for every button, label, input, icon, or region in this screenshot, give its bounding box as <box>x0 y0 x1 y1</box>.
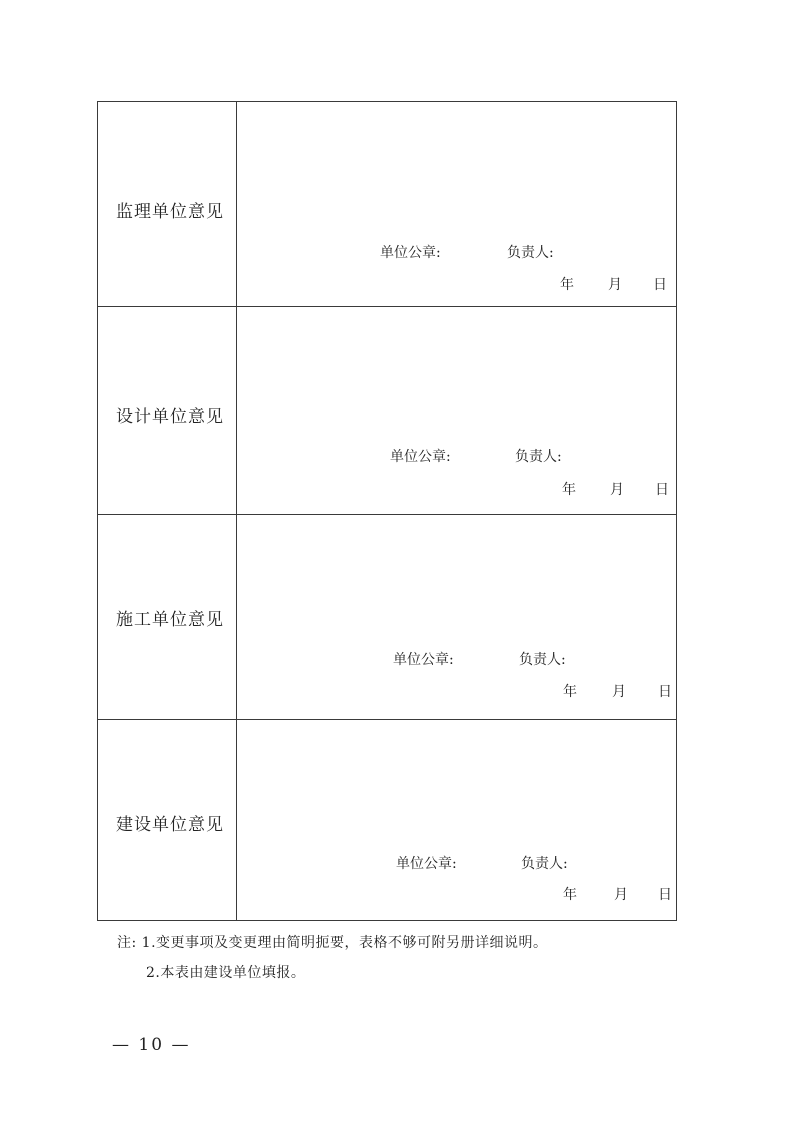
page-number: — 10 — <box>112 1035 191 1055</box>
label-cell <box>98 720 237 920</box>
opinion-row-construction <box>98 515 676 720</box>
date-month-label: 月 <box>612 684 626 700</box>
seal-label: 单位公章: <box>396 856 457 872</box>
row-label: 监理单位意见 <box>116 202 224 222</box>
date-month-label: 月 <box>610 482 624 498</box>
opinion-content-cell[interactable] <box>237 515 676 719</box>
opinion-content-cell[interactable] <box>237 102 676 306</box>
date-day-label: 日 <box>655 482 669 498</box>
label-cell <box>98 307 237 514</box>
date-year-label: 年 <box>560 277 574 293</box>
person-label: 负责人: <box>519 652 566 668</box>
person-label: 负责人: <box>515 449 562 465</box>
opinion-row-owner <box>98 720 676 920</box>
footnote-2: 2.本表由建设单位填报。 <box>146 965 306 981</box>
person-label: 负责人: <box>507 245 554 261</box>
date-year-label: 年 <box>562 482 576 498</box>
date-day-label: 日 <box>658 887 672 903</box>
date-year-label: 年 <box>563 887 577 903</box>
date-month-label: 月 <box>608 277 622 293</box>
opinion-content-cell[interactable] <box>237 307 676 514</box>
date-year-label: 年 <box>563 684 577 700</box>
seal-label: 单位公章: <box>393 652 454 668</box>
seal-label: 单位公章: <box>390 449 451 465</box>
date-day-label: 日 <box>658 684 672 700</box>
opinion-table <box>97 101 677 921</box>
row-label: 设计单位意见 <box>116 407 224 427</box>
date-day-label: 日 <box>653 277 667 293</box>
label-cell <box>98 102 237 306</box>
opinion-content-cell[interactable] <box>237 720 676 920</box>
row-label: 建设单位意见 <box>116 815 224 835</box>
opinion-row-supervision <box>98 102 676 307</box>
label-cell <box>98 515 237 719</box>
opinion-row-design <box>98 307 676 515</box>
date-month-label: 月 <box>614 887 628 903</box>
row-label: 施工单位意见 <box>116 610 224 630</box>
footnote-1: 注: 1.变更事项及变更理由简明扼要，表格不够可附另册详细说明。 <box>117 935 548 951</box>
seal-label: 单位公章: <box>380 245 441 261</box>
person-label: 负责人: <box>521 856 568 872</box>
